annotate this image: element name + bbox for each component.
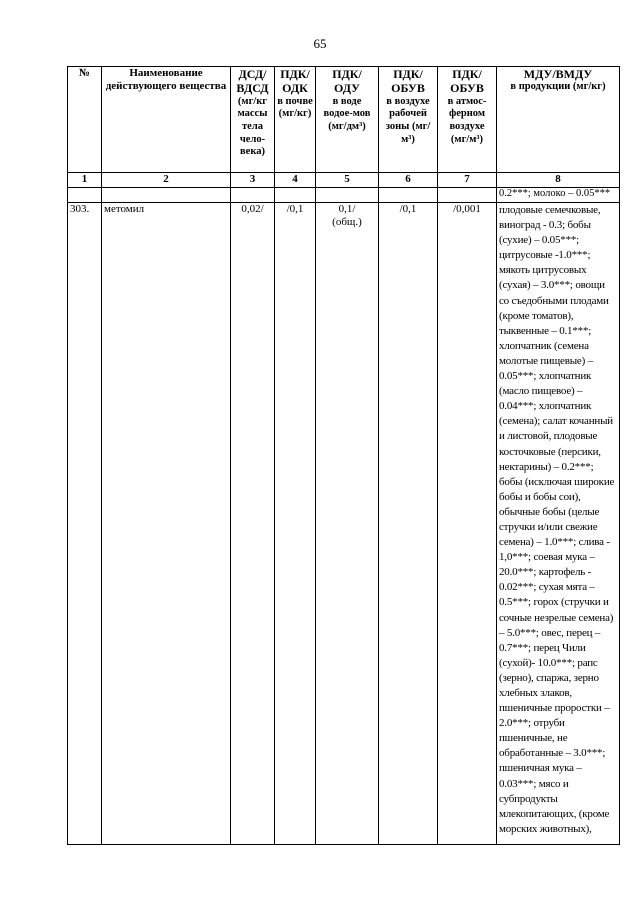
column-number: 4 [275,173,316,188]
header-number: № [68,67,102,173]
continuation-text: 0.2***; молоко – 0.05*** [497,188,620,203]
row-number: 303. [68,203,102,845]
row-air-work: /0,1 [379,203,438,845]
column-number: 5 [316,173,379,188]
column-number: 6 [379,173,438,188]
column-number: 7 [438,173,497,188]
column-number: 8 [497,173,620,188]
row-water-value: 0,1/ [338,203,356,215]
column-number: 2 [102,173,231,188]
continuation-row [68,188,620,203]
row-water [316,203,379,845]
header-air-atm: ПДК/ ОБУВ в атмос-ферном воздухе (мг/м³) [438,67,497,173]
header-products: МДУ/ВМДУ в продукции (мг/кг) [497,67,620,173]
substances-table [67,66,620,845]
row-dsd: 0,02/ [231,203,275,845]
row-substance-name: метомил [102,203,231,845]
table-row [68,203,620,845]
header-substance-name: Наименование действующего вещества [102,67,231,173]
column-number: 1 [68,173,102,188]
row-soil: /0,1 [275,203,316,845]
row-water-note: (общ.) [332,216,362,229]
page-number: 65 [313,36,327,51]
header-row [68,67,620,173]
header-water: ПДК/ ОДУ в воде водое-мов (мг/дм³) [316,67,379,173]
column-number: 3 [231,173,275,188]
header-soil: ПДК/ ОДК в почве (мг/кг) [275,67,316,173]
row-products: плодовые семечковые, виноград - 0.3; бобы (сухие) – 0.05***; цитрусовые -1.0***; мякоть цитрусовых (сухая) – 3.0***; овощи со съедобными плодами (кроме томатов), тыквенные – 0.1***; хлопчатник (семена молотые пищевые) – 0.05***; хлопчатник (масло пищевое) – 0.04***; хлопчатник (семена); салат кочанный и листовой, плодовые косточковые (персики, нектарины) – 0.2***; бобы (исключая широкие бобы и бобы сои), обычные бобы (целые стручки и/или свежие семена) – 1.0***; слива - 1,0***; соевая мука – 20.0***; картофель - 0.02***; сухая мята – 0.5***; горох (стручки и сочные незрелые семена) – 5.0***; овес, перец – 0.7***; перец Чили (сухой)- 10.0***; рапс (зерно), спаржа, зерно хлебных злаков, пшеничные проростки – 2.0***; отруби пшеничные, не обработанные – 3.0***; пшеничная мука – 0.03***; мясо и субпродукты млекопитающих, (кроме морских животных), [497,203,620,845]
header-air-work: ПДК/ ОБУВ в воздухе рабочей зоны (мг/м³) [379,67,438,173]
row-air-atm: /0,001 [438,203,497,845]
header-dsd: ДСД/ ВДСД (мг/кг массы тела чело-века) [231,67,275,173]
column-numbers-row [68,173,620,188]
